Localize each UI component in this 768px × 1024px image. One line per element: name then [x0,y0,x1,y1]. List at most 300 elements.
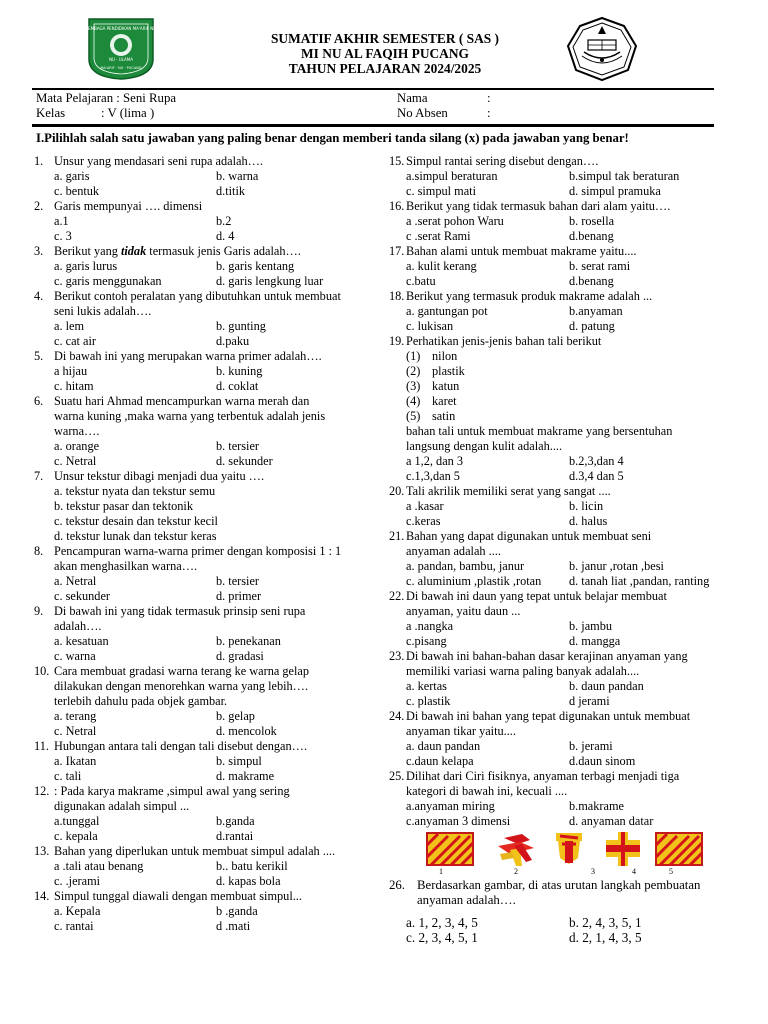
question-continuation [34,304,384,319]
question-text: Suatu hari Ahmad mencampurkan warna merah dan [54,394,310,408]
question-continuation [34,484,384,499]
answer-option[interactable]: d. mangga [569,634,621,648]
answer-option[interactable]: b. tersier [216,574,260,588]
answer-option[interactable]: b. jambu [569,619,613,633]
questions-left-column [34,154,384,934]
answer-option[interactable]: c.daun kelapa [406,754,474,768]
answer-option[interactable]: a .kasar [406,499,444,513]
question-text: akan menghasilkan warna…. [54,559,198,573]
answer-option[interactable]: b.. batu kerikil [216,859,288,873]
answer-row [34,214,384,229]
absen-label: No Absen [397,106,448,120]
question-text: Hubungan antara tali dengan tali disebut dengan…. [54,739,308,753]
answer-option[interactable]: c. lukisan [406,319,454,333]
question-continuation [34,499,384,514]
answer-option[interactable]: c. bentuk [54,184,100,198]
weave-step-1-image [426,832,474,866]
answer-option[interactable]: c.anyaman 3 dimensi [406,814,511,828]
answer-option[interactable]: a. Ikatan [54,754,97,768]
answer-option[interactable]: a.1 [54,214,69,228]
exam-title: SUMATIF AKHIR SEMESTER ( SAS ) [270,31,500,46]
question-text: Garis mempunyai …. dimensi [54,199,203,213]
ministry-emblem [566,16,638,82]
question-continuation [34,529,384,544]
answer-row [34,364,384,379]
answer-row [389,754,734,769]
answer-option[interactable]: c.batu [406,274,436,288]
answer-option[interactable]: d. sekunder [216,454,273,468]
answer-option[interactable]: b. garis kentang [216,259,295,273]
question-number: 6. [34,394,44,408]
question-continuation [34,559,384,574]
question-number: 16. [389,199,405,213]
question-number: 18. [389,289,405,303]
answer-option[interactable]: b. serat rami [569,259,631,273]
list-text: karet [432,394,457,408]
question-text: Di bawah ini yang tidak termasuk prinsip seni rupa [54,604,306,618]
answer-row [389,229,734,244]
question-text: Pencampuran warna-warna primer dengan komposisi 1 : 1 [54,544,342,558]
answer-row [389,274,734,289]
answer-row [34,184,384,199]
answer-row [34,319,384,334]
answer-option[interactable]: b.anyaman [569,304,623,318]
question-text: anyaman tikar yaitu.... [406,724,516,738]
list-text: satin [432,409,456,423]
answer-option[interactable]: b. jerami [569,739,613,753]
question-line [389,769,734,784]
answer-row [34,574,384,589]
answer-option[interactable]: c. tali [54,769,82,783]
question-number: 20. [389,484,405,498]
answer-option[interactable]: c. hitam [54,379,94,393]
answer-option[interactable]: b.2,3,dan 4 [569,454,624,468]
question-text: Simpul rantai sering disebut dengan…. [406,154,599,168]
question-line [389,649,734,664]
answer-row [389,514,734,529]
weave-step-5-image [655,832,703,866]
header-divider [32,88,714,90]
answer-row [34,754,384,769]
answer-row [34,919,384,934]
answer-option[interactable]: c. warna [54,649,96,663]
question-text: Di bawah ini yang merupakan warna primer adalah…. [54,349,322,363]
answer-row [34,829,384,844]
answer-option[interactable]: a. orange [54,439,100,453]
svg-text:MA'ARIF · NU · PUCANG: MA'ARIF · NU · PUCANG [100,66,142,70]
answer-option[interactable]: a. kertas [406,679,447,693]
answer-option[interactable]: c. Netral [54,454,97,468]
question-text: Bahan yang diperlukan untuk membuat simpul adalah .... [54,844,336,858]
question-continuation [34,514,384,529]
question-number: 11. [34,739,49,753]
answer-row [389,679,734,694]
answer-option[interactable]: a. gantungan pot [406,304,488,318]
answer-option[interactable]: c. plastik [406,694,451,708]
answer-option[interactable]: b. licin [569,499,604,513]
question-line [389,154,734,169]
answer-option[interactable]: a. pandan, bambu, janur [406,559,525,573]
question-26 [389,878,734,908]
answer-row [34,439,384,454]
question-line [389,709,734,724]
question-continuation [389,544,734,559]
question-text: Cara membuat gradasi warna terang ke warna gelap [54,664,310,678]
question-text: terlebih dahulu pada objek gambar. [54,694,228,708]
question-continuation [34,424,384,439]
answer-option[interactable]: d. tanah liat ,pandan, ranting [569,574,710,588]
question-number: 22. [389,589,405,603]
question-text: memiliki variasi warna paling banyak adalah.... [406,664,640,678]
list-number: (1) [406,349,421,363]
answer-row [389,634,734,649]
answer-option[interactable]: a.simpul beraturan [406,169,498,183]
academic-year: TAHUN PELAJARAN 2024/2025 [288,61,482,76]
weave-step-2-image [492,832,540,866]
answer-option[interactable]: a. Kepala [54,904,101,918]
question-continuation [34,679,384,694]
question-number: 10. [34,664,50,678]
question-text: Di bawah ini bahan-bahan dasar kerajinan anyaman yang [406,649,688,663]
answer-option[interactable]: d. primer [216,589,262,603]
answer-row [34,274,384,289]
answer-row [34,589,384,604]
answer-option[interactable]: b. penekanan [216,634,281,648]
answer-option[interactable]: b. janur ,rotan ,besi [569,559,664,573]
question-text: Simpul tunggal diawali dengan membuat simpul... [54,889,302,903]
answer-option[interactable]: c.pisang [406,634,447,648]
list-text: nilon [432,349,458,363]
answer-row [34,259,384,274]
answer-row [34,859,384,874]
answer-row [34,649,384,664]
answer-row [389,574,734,589]
question-text: kategori di bawah ini, kecuali .... [406,784,568,798]
question-number: 15. [389,154,405,168]
answer-option[interactable]: a. daun pandan [406,739,481,753]
answer-option[interactable]: a.tunggal [54,814,100,828]
answer-option[interactable]: d. simpul pramuka [569,184,661,198]
weave-label: 5 [669,867,673,876]
question-number: 1. [34,154,44,168]
list-text: katun [432,379,460,393]
answer-row [34,379,384,394]
answer-option[interactable]: c. garis menggunakan [54,274,162,288]
answer-row [389,814,734,829]
question-text: bahan tali untuk membuat makrame yang bersentuhan [406,424,673,438]
name-label: Nama [397,91,428,105]
question-text: dilakukan dengan menorehkan warna yang lebih…. [54,679,309,693]
emphasis-word: tidak [120,244,147,258]
answer-option[interactable]: b. simpul [216,754,262,768]
question-text: Unsur yang mendasari seni rupa adalah…. [54,154,263,168]
question-continuation [389,784,734,799]
answer-option[interactable]: a. garis lurus [54,259,118,273]
question-continuation [389,424,734,439]
weave-label: 3 [591,867,595,876]
answer-option[interactable]: b.ganda [216,814,255,828]
answer-option[interactable]: c. aluminium ,plastik ,rotan [406,574,542,588]
answer-row [389,454,734,469]
answer-option[interactable]: d. halus [569,514,608,528]
answer-option[interactable]: d.titik [216,184,246,198]
answer-row [34,769,384,784]
question-text: seni lukis adalah…. [54,304,152,318]
answer-option[interactable]: c. kepala [54,829,98,843]
question-text: Di bawah ini daun yang tepat untuk belajar membuat [406,589,667,603]
question-text: d. tekstur lunak dan tekstur keras [54,529,217,543]
answer-option[interactable]: d. anyaman datar [569,814,654,828]
answer-option[interactable]: a .serat pohon Waru [406,214,504,228]
answer-option[interactable]: c.1,3,dan 5 [406,469,460,483]
answer-option[interactable]: a. lem [54,319,85,333]
question-line [389,199,734,214]
question-number: 23. [389,649,405,663]
svg-text:LEMBAGA PENDIDIKAN MA'ARIF NU: LEMBAGA PENDIDIKAN MA'ARIF NU [86,26,156,31]
answer-row [389,259,734,274]
question-number: 7. [34,469,44,483]
answer-row [389,739,734,754]
answer-option[interactable]: c .serat Rami [406,229,471,243]
answer-row [34,724,384,739]
info-divider [32,124,714,127]
question-continuation [34,799,384,814]
class-label: Kelas [36,106,66,120]
question-number: 2. [34,199,44,213]
question-text: Dilihat dari Ciri fisiknya, anyaman terbagi menjadi tiga [406,769,680,783]
question-line [34,889,384,904]
answer-option-c[interactable]: c. 2, 3, 4, 5, 1 [406,930,478,945]
answer-row [34,334,384,349]
material-list-item [389,394,734,409]
answer-option[interactable]: d.3,4 dan 5 [569,469,624,483]
answer-option[interactable]: d. makrame [216,769,275,783]
question-text: Unsur tekstur dibagi menjadi dua yaitu …. [54,469,265,483]
list-number: (4) [406,394,421,408]
answer-option[interactable]: c. Netral [54,724,97,738]
weave-label: 4 [632,867,636,876]
question-text: b. tekstur pasar dan tektonik [54,499,193,513]
answer-option[interactable]: d. coklat [216,379,259,393]
answer-row [389,619,734,634]
answer-option[interactable]: d.paku [216,334,250,348]
question-text: : Pada karya makrame ,simpul awal yang sering [54,784,290,798]
question-text: Bahan yang dapat digunakan untuk membuat seni [406,529,652,543]
answer-row [389,169,734,184]
answer-option-b[interactable]: b. 2, 4, 3, 5, 1 [569,915,642,930]
question-continuation [34,409,384,424]
answer-option[interactable]: d. 4 [216,229,235,243]
answer-option[interactable]: b.makrame [569,799,624,813]
question-text: Perhatikan jenis-jenis bahan tali berikut [406,334,602,348]
answer-option[interactable]: a. garis [54,169,90,183]
weave-step-4-image [606,832,640,866]
answer-row [34,814,384,829]
answer-option[interactable]: d jerami [569,694,610,708]
question-number: 25. [389,769,405,783]
answer-option[interactable]: c. simpul mati [406,184,477,198]
answer-option[interactable]: a. Netral [54,574,97,588]
question-continuation [34,694,384,709]
question-text: anyaman adalah…. [417,893,516,907]
question-line [34,244,384,259]
answer-option[interactable]: d.daun sinom [569,754,636,768]
answer-option[interactable]: b.2 [216,214,232,228]
answer-row [389,469,734,484]
material-list-item [389,349,734,364]
question-text: Tali akrilik memiliki serat yang sangat .... [406,484,611,498]
answer-option[interactable]: a .tali atau benang [54,859,144,873]
weave-step-3-image [552,832,586,866]
answer-option[interactable]: a 1,2, dan 3 [406,454,464,468]
question-line [34,544,384,559]
question-line [389,484,734,499]
question-number: 8. [34,544,44,558]
question-text: adalah…. [54,619,102,633]
answer-option-d[interactable]: d. 2, 1, 4, 3, 5 [569,930,642,945]
answer-option-a[interactable]: a. 1, 2, 3, 4, 5 [406,915,478,930]
question-line [389,589,734,604]
answer-option[interactable]: b. rosella [569,214,615,228]
question-line [34,349,384,364]
answer-option[interactable]: d. mencolok [216,724,277,738]
question-text: warna…. [54,424,100,438]
question-line [34,664,384,679]
school-logo [86,15,156,81]
question-line [34,394,384,409]
exam-header [0,0,768,90]
absen-field[interactable]: : [487,106,491,120]
list-number: (2) [406,364,421,378]
answer-option[interactable]: b. gunting [216,319,266,333]
question-number: 14. [34,889,50,903]
answer-row [389,559,734,574]
question-number: 4. [34,289,44,303]
weave-label: 2 [514,867,518,876]
question-line [389,334,734,349]
answer-option[interactable]: d. gradasi [216,649,264,663]
answer-option[interactable]: a hijau [54,364,88,378]
answer-option[interactable]: a .nangka [406,619,454,633]
material-list-item [389,364,734,379]
question-continuation [389,664,734,679]
answer-row [34,709,384,724]
answer-option[interactable]: d.rantai [216,829,254,843]
question-text: Di bawah ini bahan yang tepat digunakan untuk membuat [406,709,691,723]
question-number: 21. [389,529,405,543]
subject-label: Mata Pelajaran : Seni Rupa [36,91,177,105]
question-line [34,739,384,754]
class-value: : V (lima ) [101,106,155,120]
question-line [34,604,384,619]
answer-option[interactable]: c.keras [406,514,441,528]
answer-option[interactable]: d.benang [569,274,614,288]
answer-option[interactable]: a. terang [54,709,97,723]
instruction-text: I.Pilihlah salah satu jawaban yang paling benar dengan memberi tanda silang (x) pada jawaban yang benar! [36,131,629,145]
answer-option[interactable]: d .mati [216,919,251,933]
question-text: a. tekstur nyata dan tekstur semu [54,484,216,498]
answer-row [389,319,734,334]
list-number: (5) [406,409,421,423]
answer-option[interactable]: b. gelap [216,709,255,723]
question-line [34,154,384,169]
answer-row [34,904,384,919]
question-text: warna kuning ,maka warna yang terbentuk adalah jenis [54,409,326,423]
answer-option[interactable]: b. warna [216,169,259,183]
answer-option[interactable]: b .ganda [216,904,258,918]
answer-option[interactable]: a. kulit kerang [406,259,477,273]
svg-text:NU · ULAMA: NU · ULAMA [109,57,133,62]
question-text: digunakan adalah simpul ... [54,799,190,813]
answer-option[interactable]: c. sekunder [54,589,110,603]
question-number: 17. [389,244,405,258]
material-list-item [389,409,734,424]
answer-option[interactable]: c. cat air [54,334,96,348]
answer-row [389,799,734,814]
weave-label: 1 [439,867,443,876]
school-name: MI NU AL FAQIH PUCANG [301,46,469,61]
question-text: langsung dengan kulit adalah.... [406,439,563,453]
question-text: Bahan alami untuk membuat makrame yaitu.... [406,244,637,258]
answer-row [389,214,734,229]
answer-option[interactable]: d.benang [569,229,614,243]
question-number: 12. [34,784,50,798]
answer-option[interactable]: c. rantai [54,919,94,933]
question-continuation [389,724,734,739]
question-number: 5. [34,349,44,363]
question-text: anyaman, yaitu daun ... [406,604,521,618]
answer-option[interactable]: b. kuning [216,364,263,378]
answer-row [34,874,384,889]
question-line [34,289,384,304]
answer-row [34,229,384,244]
answer-option[interactable]: d. patung [569,319,615,333]
question-number: 26. [389,878,405,892]
answer-option[interactable]: a. kesatuan [54,634,109,648]
answer-row [389,499,734,514]
answer-option[interactable]: a.anyaman miring [406,799,495,813]
name-field[interactable]: : [487,91,491,105]
answer-option[interactable]: c. .jerami [54,874,101,888]
answer-row [34,169,384,184]
answer-row [389,304,734,319]
question-line [34,199,384,214]
question-text: Berikut yang termasuk produk makrame adalah ... [406,289,653,303]
list-text: plastik [432,364,465,378]
questions-right-column [389,154,734,829]
answer-option[interactable]: b.simpul tak beraturan [569,169,680,183]
answer-row [34,634,384,649]
answer-option[interactable]: c. 3 [54,229,72,243]
answer-option[interactable]: d. garis lengkung luar [216,274,324,288]
answer-option[interactable]: b. daun pandan [569,679,644,693]
answer-option[interactable]: d. kapas bola [216,874,281,888]
question-text: c. tekstur desain dan tekstur kecil [54,514,218,528]
material-list-item [389,379,734,394]
list-number: (3) [406,379,421,393]
question-text: Berikut contoh peralatan yang dibutuhkan untuk membuat [54,289,341,303]
question-number: 13. [34,844,50,858]
answer-row [389,184,734,199]
question-continuation [389,439,734,454]
question-number: 19. [389,334,405,348]
question-number: 3. [34,244,44,258]
question-number: 24. [389,709,405,723]
question-number: 9. [34,604,44,618]
answer-option[interactable]: b. tersier [216,439,260,453]
answer-row [34,454,384,469]
answer-row [389,694,734,709]
